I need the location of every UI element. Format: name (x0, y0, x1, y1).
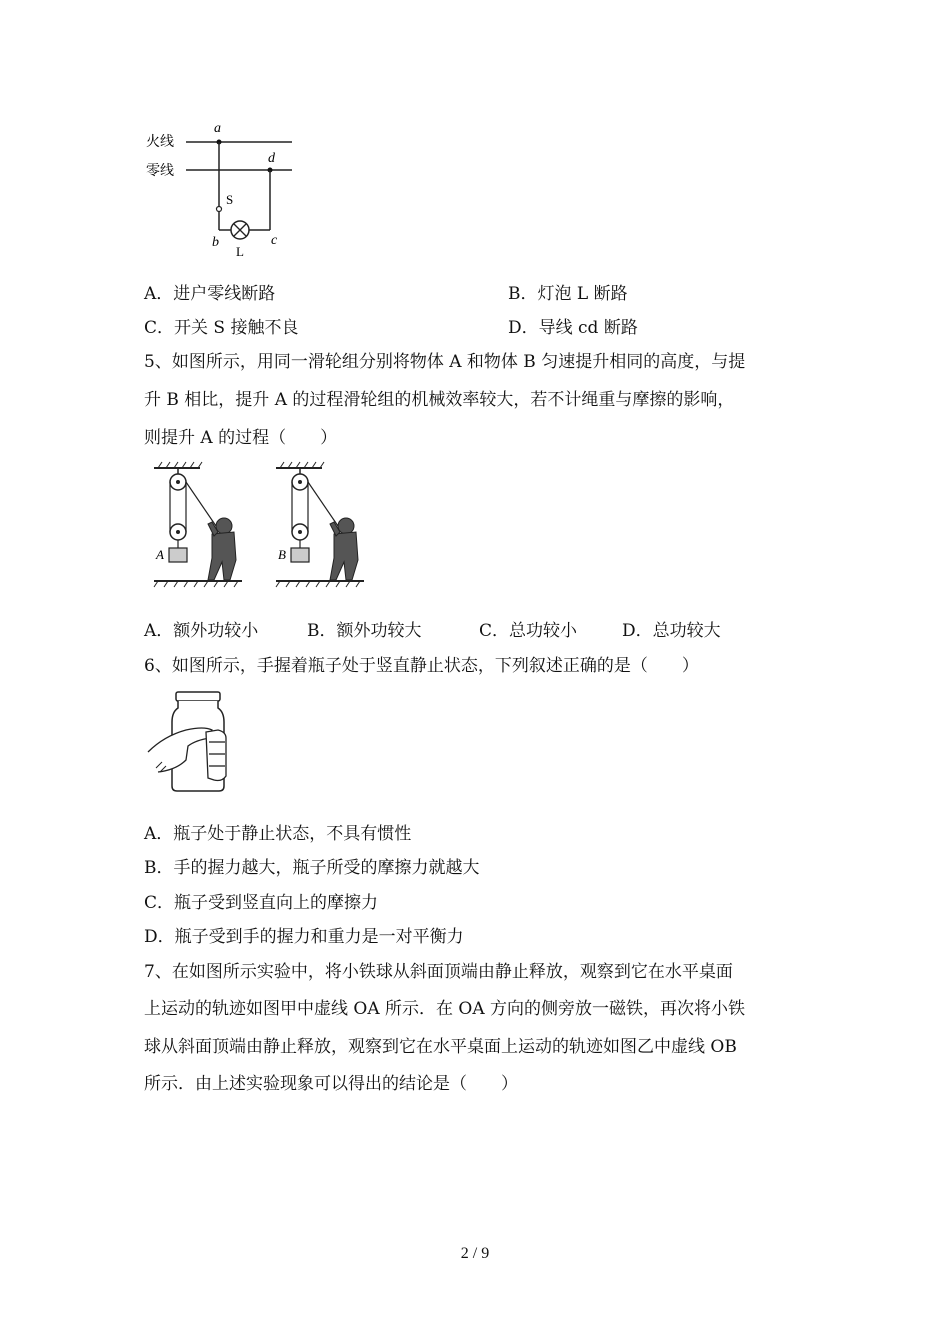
point-b-label: b (212, 235, 219, 250)
q5-stem-line1: 5、如图所示，用同一滑轮组分别将物体 A 和物体 B 匀速提升相同的高度，与提 (144, 352, 746, 372)
pulley-figure-b (272, 460, 367, 590)
person-pulling-icon (208, 518, 236, 580)
q5-stem-line2: 升 B 相比，提升 A 的过程滑轮组的机械效率较大，若不计绳重与摩擦的影响， (144, 390, 735, 410)
lamp-label: L (236, 244, 244, 259)
pulley-figure-a (150, 460, 245, 590)
q4-option-a: A．进户零线断路 (144, 284, 276, 304)
q5-stem-line3: 则提升 A 的过程（ ） (144, 428, 338, 448)
object-b-box (291, 548, 309, 562)
q5-option-c: C．总功较小 (479, 621, 578, 641)
neutral-wire-label: 零线 (146, 164, 174, 179)
point-c-label: c (271, 233, 278, 248)
q4-option-c: C．开关 S 接触不良 (144, 318, 299, 338)
lamp-icon (231, 221, 249, 239)
object-a-box (169, 548, 187, 562)
live-wire-label: 火线 (146, 135, 174, 150)
q4-option-b: B．灯泡 L 断路 (508, 284, 628, 304)
q5-option-a: A．额外功较小 (144, 621, 259, 641)
object-a-label: A (156, 547, 164, 562)
q6-option-c: C．瓶子受到竖直向上的摩擦力 (144, 893, 379, 913)
q6-option-b: B．手的握力越大，瓶子所受的摩擦力就越大 (144, 858, 480, 878)
q6-stem: 6、如图所示，手握着瓶子处于竖直静止状态，下列叙述正确的是（ ） (144, 656, 699, 676)
q5-option-d: D．总功较大 (622, 621, 721, 641)
switch-label: S (226, 192, 234, 207)
q7-stem-line2: 上运动的轨迹如图甲中虚线 OA 所示．在 OA 方向的侧旁放一磁铁，再次将小铁 (144, 999, 746, 1019)
q7-stem-line4: 所示．由上述实验现象可以得出的结论是（ ） (144, 1074, 518, 1094)
q4-option-d: D．导线 cd 断路 (508, 318, 638, 338)
point-a-label: a (214, 121, 221, 136)
q5-option-b: B．额外功较大 (307, 621, 422, 641)
q7-stem-line1: 7、在如图所示实验中，将小铁球从斜面顶端由静止释放，观察到它在水平桌面 (144, 962, 733, 982)
circuit-diagram (140, 118, 300, 260)
q7-stem-line3: 球从斜面顶端由静止释放，观察到它在水平桌面上运动的轨迹如图乙中虚线 OB (144, 1037, 737, 1057)
person-pulling-icon (330, 518, 358, 580)
object-b-label: B (278, 547, 286, 562)
hand-holding-bottle-figure (146, 690, 241, 794)
q6-option-d: D．瓶子受到手的握力和重力是一对平衡力 (144, 927, 464, 947)
page-number: 2 / 9 (460, 1245, 490, 1262)
q6-option-a: A．瓶子处于静止状态，不具有惯性 (144, 824, 412, 844)
point-d-label: d (268, 151, 275, 166)
